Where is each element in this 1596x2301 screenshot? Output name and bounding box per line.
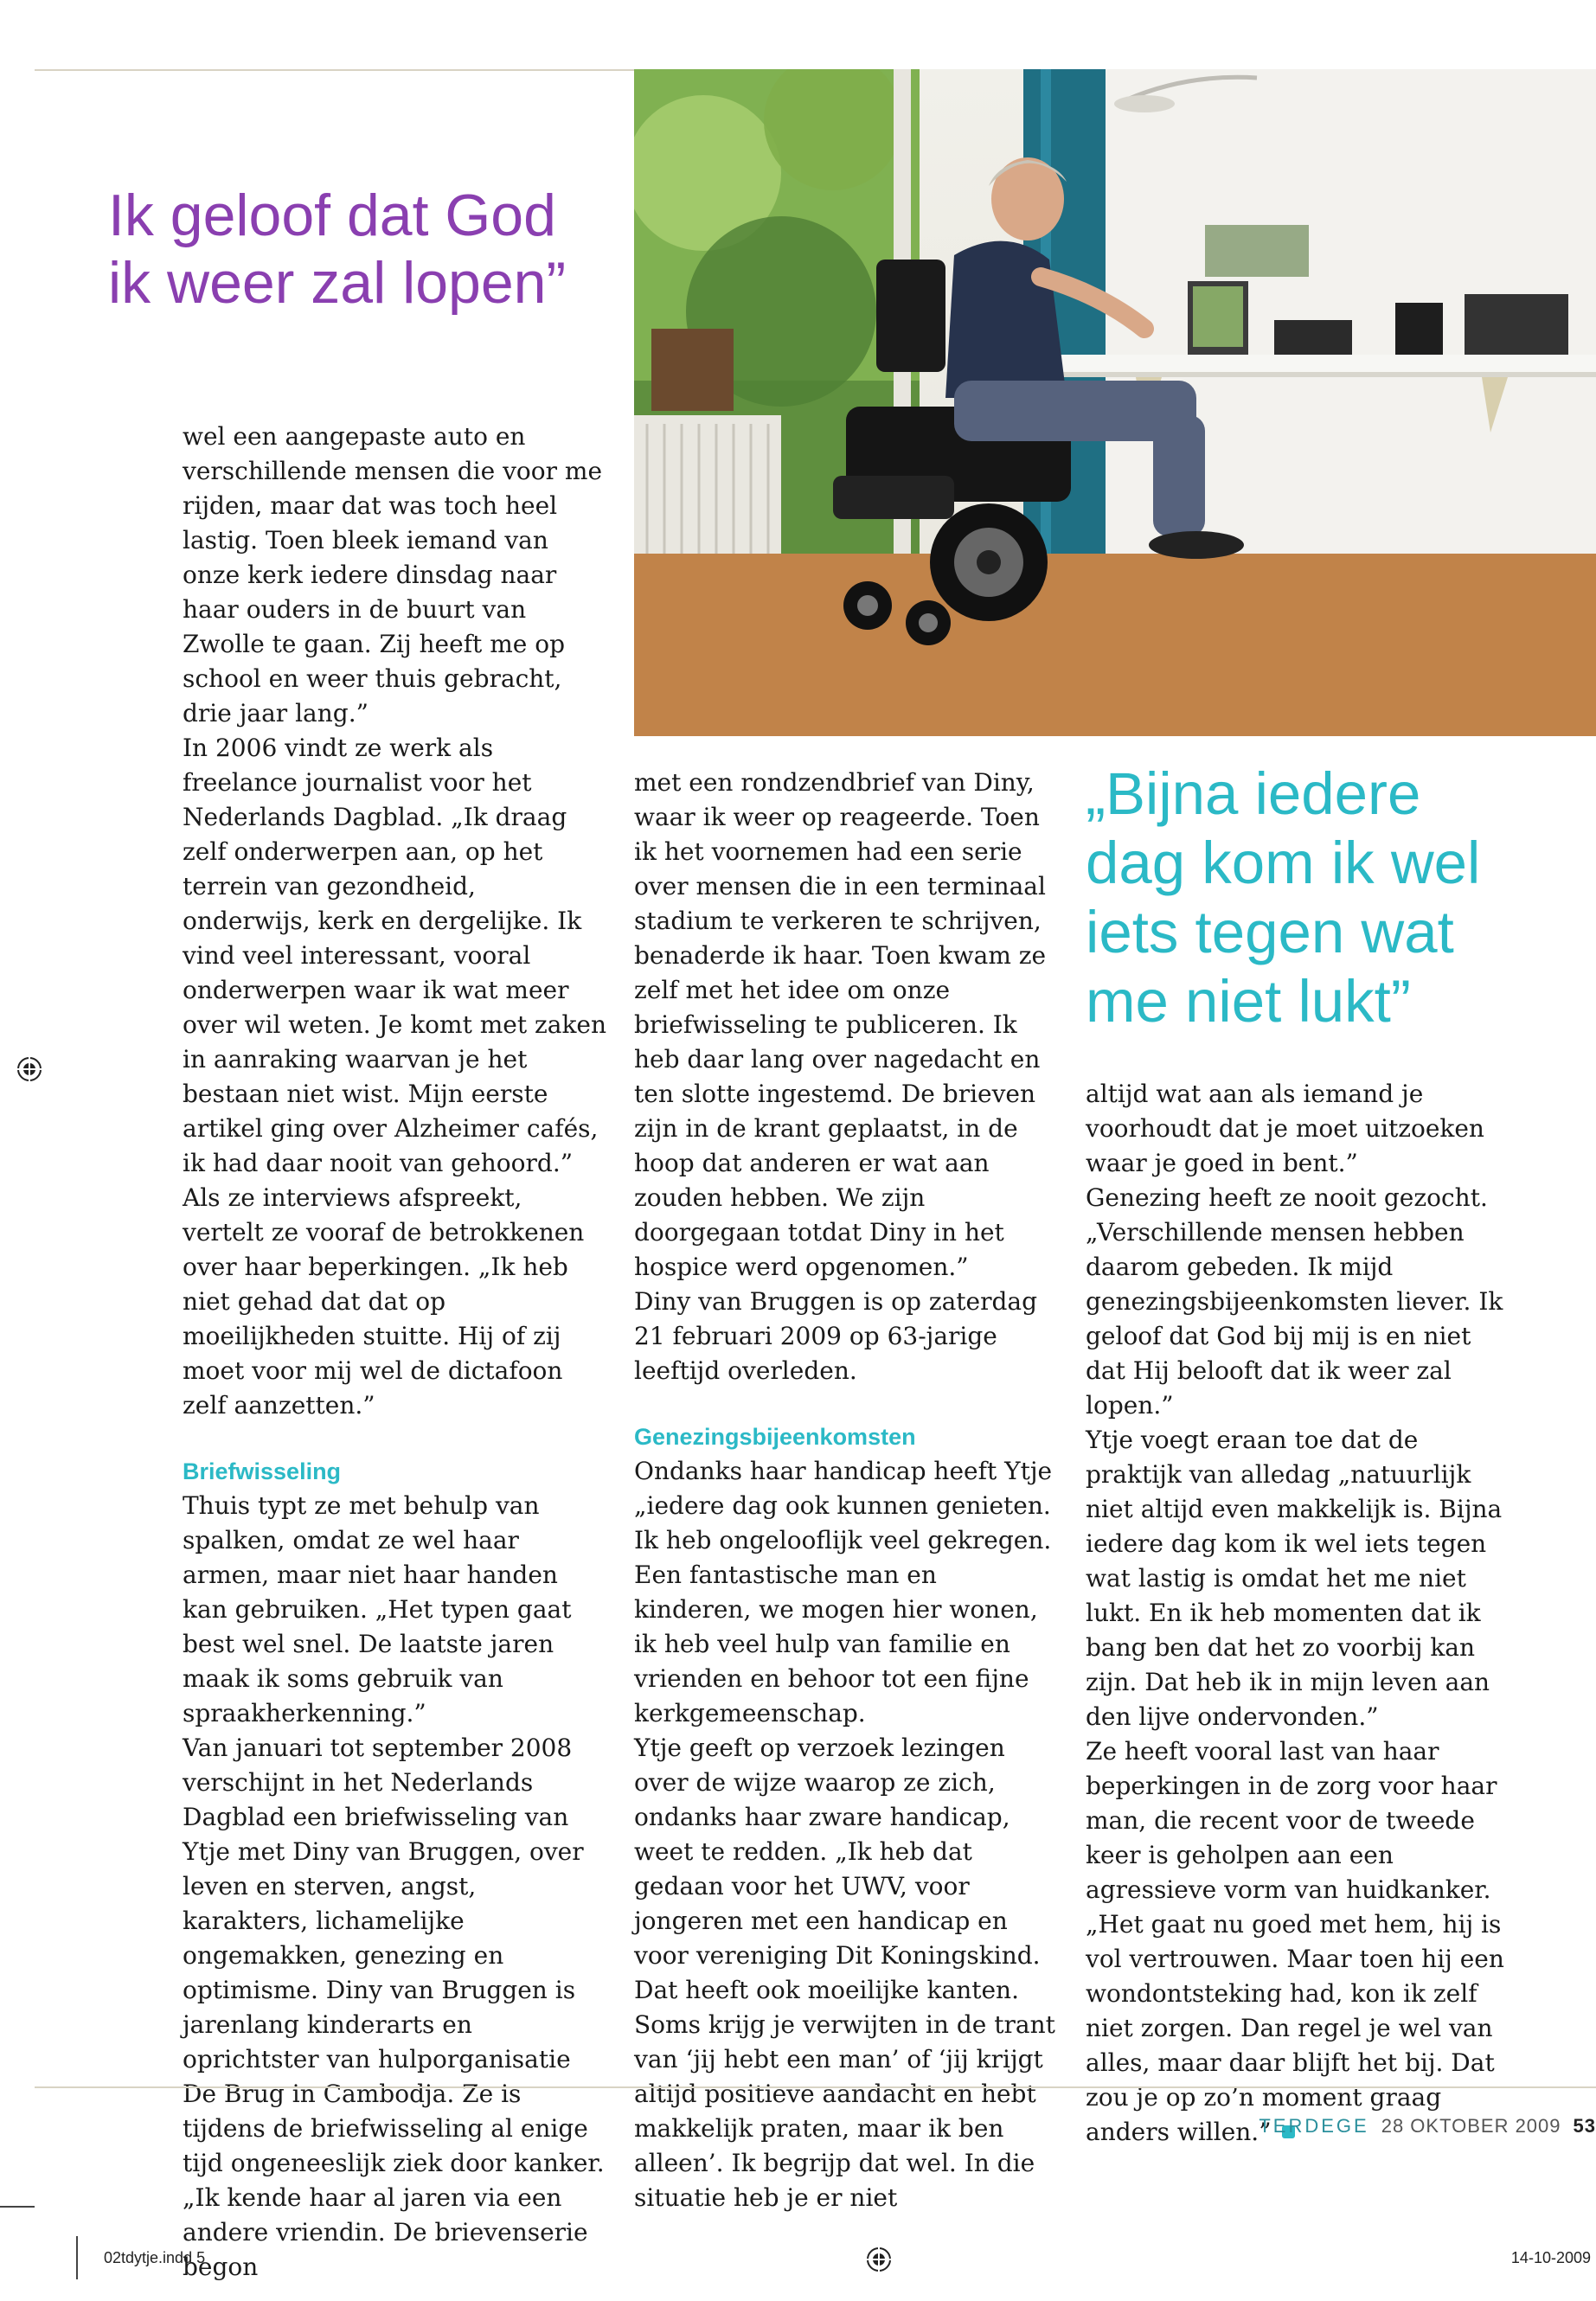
paragraph: Ytje geeft op verzoek lezingen over de wijze waarop ze zich, ondanks haar zware handicap, weet te redden. „Ik heb dat gedaan voor het UWV, voor jongeren met een handicap en voor vereniging Dit Koningskind. Dat heeft ook moeilijke kanten. Soms krijg je verwijten in de trant van ‘jij hebt een man’ of ‘jij krijgt altijd positieve aandacht en hebt makkelijk praten, maar ik ben alleen’. Ik begrijp dat wel. In die situatie heb je er niet	[634, 1734, 1055, 2212]
page-footer	[1259, 2115, 1596, 2138]
pull-quote-line: „Bijna iedere	[1086, 760, 1421, 827]
photo-illustration	[634, 69, 1596, 736]
page-number: 53	[1573, 2115, 1596, 2137]
magazine-name: TERDEGE	[1259, 2115, 1369, 2137]
issue-date: 28 OKTOBER 2009	[1381, 2115, 1561, 2137]
paragraph: Van januari tot september 2008 verschijnt in het Nederlands Dagblad een briefwisseling van Ytje met Diny van Bruggen, over leven en sterven, angst, karakters, lichamelijke ongemakken, genezing en optimisme. Diny van Bruggen is jarenlang kinderarts en oprichtster van hulporganisatie De Brug in Cambodja. Ze is tijdens de briefwisseling al enige tijd ongeneeslijk ziek door kanker.	[183, 1734, 605, 2177]
headline-line: ik weer zal lopen”	[108, 250, 567, 316]
headline	[108, 182, 627, 317]
bottom-rule	[35, 2086, 1596, 2088]
paragraph: Ondanks haar handicap heeft Ytje „iedere dag ook kunnen genieten. Ik heb ongelooflijk veel gekregen. Een fantastische man en kinderen, we mogen hier wonen, ik heb veel hulp van familie en vrienden en behoor tot een fijne kerkgemeenschap.	[634, 1457, 1053, 1727]
slug-filename: 02tdytje.indd 5	[104, 2249, 206, 2266]
paragraph-text: Ze heeft vooral last van haar beperkingen in de zorg voor haar man, die recent voor de tweede keer is geholpen aan een agressieve vorm van huidkanker. „Het gaat nu goed met hem, hij is vol vertrouwen. Maar toen hij een wondontsteking had, kon ik zelf niet zorgen. Dan regel je wel van alles, maar daar blijft het bij. Dat zou je op zo’n moment graag anders willen.”	[1086, 1737, 1504, 2146]
pull-quote	[1086, 760, 1570, 1036]
article-column-1	[183, 420, 606, 2285]
paragraph: Thuis typt ze met behulp van spalken, omdat ze wel haar armen, maar niet haar handen kan gebruiken. „Het typen gaat best wel snel. De laatste jaren maak ik soms gebruik van spraakherkenning.”	[183, 1491, 572, 1727]
paragraph: Diny van Bruggen is op zaterdag 21 februari 2009 op 63-jarige leeftijd overleden.	[634, 1287, 1038, 1385]
paragraph: met een rondzendbrief van Diny, waar ik weer op reageerde. Toen ik het voornemen had een serie over mensen die in een terminaal stadium te verkeren te schrijven, benaderde ik haar. Toen kwam ze zelf met het idee om onze briefwisseling te publiceren. Ik heb daar lang over nagedacht en ten slotte ingestemd. De brieven zijn in de krant geplaatst, in de hoop dat anderen er wat aan zouden hebben. We zijn doorgegaan totdat Diny in het hospice werd opgenomen.”	[634, 768, 1047, 1281]
pull-quote-line: iets tegen wat	[1086, 899, 1454, 965]
registration-mark-icon	[865, 2246, 893, 2273]
headline-line: Ik geloof dat God	[108, 183, 556, 248]
article-column-2	[634, 766, 1058, 2215]
crop-mark	[76, 2236, 78, 2279]
photo-woman-in-wheelchair-at-desk	[634, 69, 1596, 736]
paragraph: altijd wat aan als iemand je voorhoudt dat je moet uitzoeken waar je goed in bent.”	[1086, 1080, 1484, 1177]
paragraph: In 2006 vindt ze werk als freelance journalist voor het Nederlands Dagblad. „Ik draag zelf onderwerpen aan, op het terrein van gezondheid, onderwijs, kerk en dergelijke. Ik vind veel interessant, vooral onderwerpen waar ik wat meer over wil weten. Je komt met zaken in aanraking waarvan je het bestaan niet wist. Mijn eerste artikel ging over Alzheimer cafés, ik had daar nooit van gehoord.”	[183, 734, 607, 1177]
pull-quote-line: me niet lukt”	[1086, 968, 1411, 1035]
registration-mark-icon	[16, 1055, 43, 1083]
slug-date: 14-10-2009	[1510, 2249, 1591, 2266]
section-heading-briefwisseling: Briefwisseling	[183, 1458, 342, 1484]
article-column-3	[1086, 1077, 1518, 2150]
paragraph: Als ze interviews afspreekt, vertelt ze vooraf de betrokkenen over haar beperkingen. „Ik heb niet gehad dat dat op moeilijkheden stuitte. Hij of zij moet voor mij wel de dictafoon zelf aanzetten.”	[183, 1183, 585, 1420]
section-heading-genezingsbijeenkomsten: Genezingsbijeenkomsten	[634, 1424, 916, 1450]
paragraph: Ytje voegt eraan toe dat de praktijk van alledag „natuurlijk niet altijd even makkelijk is. Bijna iedere dag kom ik wel iets tegen wat lastig is omdat het me niet lukt. En ik heb momenten dat ik bang ben dat het zo voorbij kan zijn. Dat heb ik in mijn leven aan den lijve ondervonden.”	[1086, 1426, 1503, 1731]
paragraph: „Ik kende haar al jaren via een andere vriendin. De brievenserie begon	[183, 2183, 588, 2281]
pull-quote-line: dag kom ik wel	[1086, 830, 1481, 896]
paragraph: Genezing heeft ze nooit gezocht. „Verschillende mensen hebben daarom gebeden. Ik mijd genezingsbijeenkomsten liever. Ik geloof dat God bij mij is en niet dat Hij belooft dat ik weer zal lopen.”	[1086, 1183, 1503, 1420]
paragraph: wel een aangepaste auto en verschillende mensen die voor me rijden, maar dat was toch heel lastig. Toen bleek iemand van onze kerk iedere dinsdag naar haar ouders in de buurt van Zwolle te gaan. Zij heeft me op school en weer thuis gebracht, drie jaar lang.”	[183, 422, 603, 727]
crop-mark	[0, 2206, 35, 2208]
